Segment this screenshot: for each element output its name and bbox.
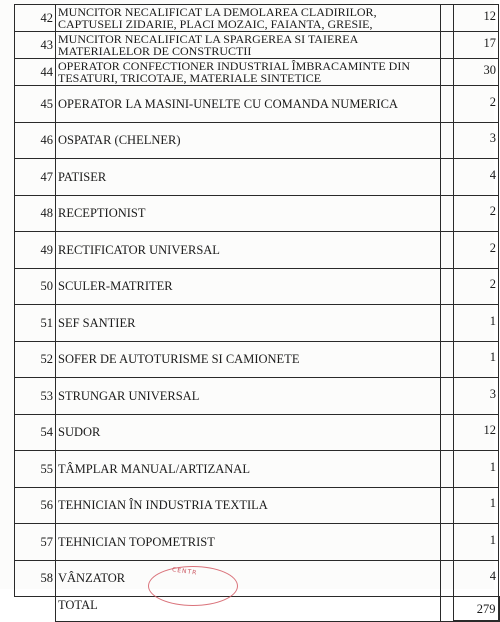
table-row (15, 341, 499, 378)
empty-cell (441, 597, 454, 622)
vacancy-count: 30 (454, 59, 499, 86)
occupation-name-line: CAPTUSELI ZIDARIE, PLACI MOZAIC, FAIANTA, GRESIE, (58, 17, 373, 31)
table-row (15, 159, 499, 196)
row-number: 56 (15, 487, 56, 524)
occupation-name: SUDOR (56, 414, 441, 451)
vacancy-count: 2 (454, 86, 499, 123)
empty-cell (441, 32, 454, 59)
total-value: 279 (454, 597, 499, 622)
row-number: 47 (15, 159, 56, 196)
occupation-name-line: OPERATOR CONFECTIONER INDUSTRIAL ÎMBRACAMINTE DIN (58, 58, 411, 73)
occupation-name: PATISER (56, 159, 441, 196)
vacancy-count: 3 (454, 122, 499, 159)
empty-cell (441, 414, 454, 451)
row-number: 45 (15, 86, 56, 123)
table-row (15, 86, 499, 123)
occupation-name: RECTIFICATOR UNIVERSAL (56, 232, 441, 269)
table-row (15, 268, 499, 305)
empty-cell (441, 5, 454, 32)
empty-cell (441, 232, 454, 269)
vacancy-count: 1 (454, 524, 499, 561)
empty-cell (441, 451, 454, 488)
table-row (15, 451, 499, 488)
table-row (15, 524, 499, 561)
row-number: 46 (15, 122, 56, 159)
row-number: 53 (15, 378, 56, 415)
total-label: TOTAL (56, 597, 441, 622)
occupation-name: TEHNICIAN TOPOMETRIST (56, 524, 441, 561)
row-number: 43 (15, 32, 56, 59)
table-row (15, 378, 499, 415)
row-number: 52 (15, 341, 56, 378)
table-row (15, 305, 499, 342)
occupation-name-line: TESATURI, TRICOTAJE, MATERIALE SINTETICE (58, 71, 322, 85)
empty-cell (441, 524, 454, 561)
vacancy-count: 3 (454, 378, 499, 415)
row-number: 57 (15, 524, 56, 561)
row-number: 42 (15, 5, 56, 32)
table-row (15, 487, 499, 524)
empty-cell (441, 305, 454, 342)
table-row (15, 5, 499, 32)
empty-cell (441, 487, 454, 524)
empty-cell (441, 268, 454, 305)
occupation-name: STRUNGAR UNIVERSAL (56, 378, 441, 415)
empty-cell (441, 159, 454, 196)
total-row (15, 597, 499, 622)
empty-cell (15, 597, 56, 622)
empty-cell (441, 122, 454, 159)
occupation-name: OPERATOR LA MASINI-UNELTE CU COMANDA NUMERICA (56, 86, 441, 123)
row-number: 48 (15, 195, 56, 232)
vacancy-count: 12 (454, 5, 499, 32)
occupation-name: SCULER-MATRITER (56, 268, 441, 305)
table-row (15, 414, 499, 451)
occupation-name-line: MUNCITOR NECALIFICAT LA DEMOLAREA CLADIRILOR, (58, 4, 377, 19)
occupation-name: SEF SANTIER (56, 305, 441, 342)
vacancy-count: 4 (454, 159, 499, 196)
vacancy-count: 1 (454, 451, 499, 488)
occupation-name: SOFER DE AUTOTURISME SI CAMIONETE (56, 341, 441, 378)
row-number: 50 (15, 268, 56, 305)
row-number: 58 (15, 560, 56, 597)
row-number: 51 (15, 305, 56, 342)
occupation-name: VÂNZATOR (56, 560, 441, 597)
occupation-name: TÂMPLAR MANUAL/ARTIZANAL (56, 451, 441, 488)
empty-cell (441, 378, 454, 415)
table-row (15, 195, 499, 232)
empty-cell (441, 59, 454, 86)
empty-cell (441, 195, 454, 232)
stamp-text: CENTR (171, 566, 198, 577)
occupation-name: TEHNICIAN ÎN INDUSTRIA TEXTILA (56, 487, 441, 524)
occupation-name-line: MATERIALELOR DE CONSTRUCTII (58, 44, 252, 58)
vacancy-count: 2 (454, 268, 499, 305)
vacancy-count: 17 (454, 32, 499, 59)
row-number: 54 (15, 414, 56, 451)
occupation-name: OSPATAR (CHELNER) (56, 122, 441, 159)
occupation-name-line: MUNCITOR NECALIFICAT LA SPARGEREA SI TAIEREA (58, 31, 359, 46)
table-row (15, 32, 499, 59)
occupation-name: RECEPTIONIST (56, 195, 441, 232)
occupation-name (56, 5, 441, 32)
vacancy-count: 1 (454, 341, 499, 378)
vacancy-count: 12 (454, 414, 499, 451)
occupation-name (56, 32, 441, 59)
table-row (15, 122, 499, 159)
vacancy-count: 1 (454, 487, 499, 524)
empty-cell (441, 86, 454, 123)
occupation-name (56, 59, 441, 86)
table-row (15, 232, 499, 269)
table-row (15, 560, 499, 597)
row-number: 49 (15, 232, 56, 269)
row-number: 55 (15, 451, 56, 488)
table-row (15, 59, 499, 86)
row-number: 44 (15, 59, 56, 86)
empty-cell (441, 341, 454, 378)
vacancy-count: 1 (454, 305, 499, 342)
empty-cell (441, 560, 454, 597)
vacancy-count: 2 (454, 232, 499, 269)
vacancy-count: 4 (454, 560, 499, 597)
vacancy-count: 2 (454, 195, 499, 232)
jobs-table (14, 4, 500, 622)
